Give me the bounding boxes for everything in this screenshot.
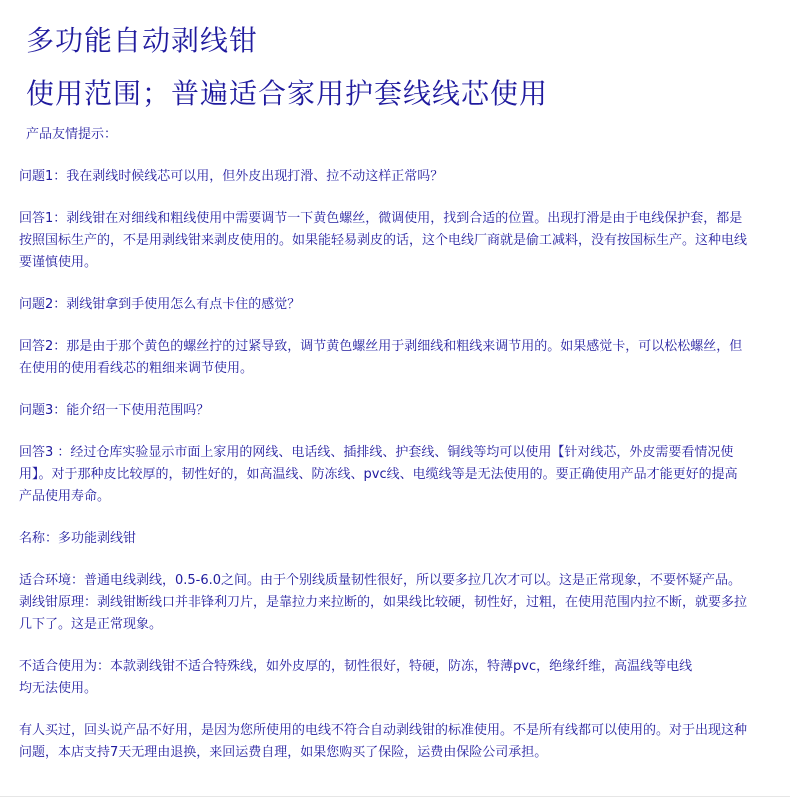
not-suitable-usage: 不适合使用为：本款剥线钳不适合特殊线，如外皮厚的，韧性很好，特硬，防冻，特薄pvc，绝缘纤维，高温线等电线 [19, 659, 693, 674]
return-policy-notice: 有人买过，回头说产品不好用，是因为您所使用的电线不符合自动剥线钳的标准使用。不是所有线都可以使用的。对于出现这种问题，本店支持7天无理由退换，来回运费自理，如果您购买了保险，运费由保险公司承担。 [19, 723, 748, 760]
faq-answer-3: 回答3 ：经过仓库实验显示市面上家用的网线、电话线、插排线、护套线、铜线等均可以使用【针对线芯，外皮需要看情况使用】。对于那种皮比较厚的，韧性好的，如高温线、防冻线、pvc线、电缆线等是无法使用的。要正确使用产品才能更好的提高产品使用寿命。 [19, 445, 738, 504]
tips-label: 产品友情提示： [26, 127, 118, 142]
product-name: 名称：多功能剥线钳 [19, 531, 137, 546]
page-title: 多功能自动剥线钳 [26, 24, 259, 57]
faq-question-2: 问题2：剥线钳拿到手使用怎么有点卡住的感觉？ [19, 297, 301, 312]
usage-scope-heading: 使用范围；普遍适合家用护套线线芯使用 [26, 77, 549, 110]
stripper-principle: 剥线钳原理：剥线钳断线口并非锋利刀片，是靠拉力来拉断的，如果线比较硬，韧性好，过粗，在使用范围内拉不断，就要多拉几下了。这是正常现象。 [19, 595, 748, 632]
not-suitable-usage-cont: 均无法使用。 [19, 681, 98, 696]
faq-answer-2: 回答2：那是由于那个黄色的螺丝拧的过紧导致，调节黄色螺丝用于剥细线和粗线来调节用的。如果感觉卡，可以松松螺丝，但在使用的使用看线芯的粗细来调节使用。 [19, 339, 743, 376]
suitable-environment: 适合环境：普通电线剥线，0.5-6.0之间。由于个别线质量韧性很好，所以要多拉几次才可以。这是正常现象，不要怀疑产品。 [19, 573, 742, 588]
faq-question-1: 问题1：我在剥线时候线芯可以用，但外皮出现打滑、拉不动这样正常吗？ [19, 169, 444, 184]
faq-question-3: 问题3：能介绍一下使用范围吗？ [19, 403, 210, 418]
faq-answer-1: 回答1：剥线钳在对细线和粗线使用中需要调节一下黄色螺丝，微调使用，找到合适的位置。出现打滑是由于电线保护套，都是按照国标生产的，不是用剥线钳来剥皮使用的。如果能轻易剥皮的话，这个电线厂商就是偷工减料，没有按国标生产。这种电线要谨慎使用。 [19, 211, 748, 270]
content-body [19, 166, 747, 764]
